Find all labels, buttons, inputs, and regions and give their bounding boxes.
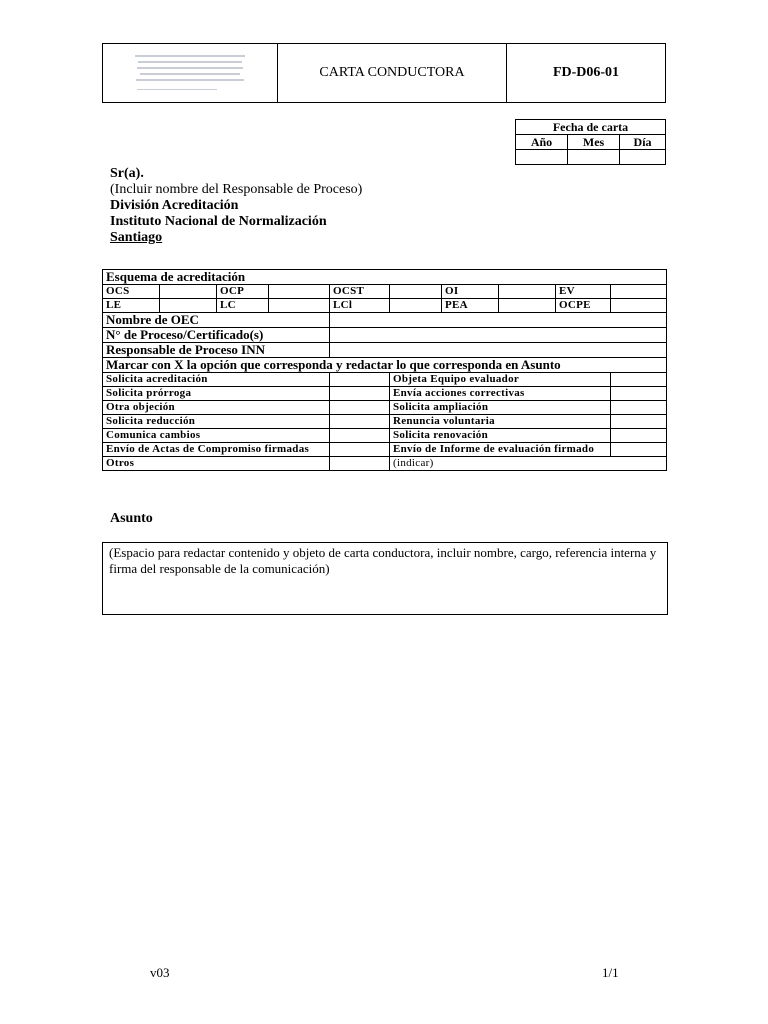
option-label: Envía acciones correctivas xyxy=(390,387,611,401)
date-month-label: Mes xyxy=(568,135,620,150)
scheme-checkbox[interactable] xyxy=(611,285,667,299)
process-number-field[interactable] xyxy=(330,328,667,343)
scheme-checkbox[interactable] xyxy=(390,285,442,299)
date-year-label: Año xyxy=(516,135,568,150)
scheme-label: OCPE xyxy=(556,299,611,313)
option-label: Comunica cambios xyxy=(103,429,330,443)
option-label: Envío de Actas de Compromiso firmadas xyxy=(103,443,330,457)
option-checkbox[interactable] xyxy=(330,373,390,387)
option-checkbox[interactable] xyxy=(330,415,390,429)
option-checkbox[interactable] xyxy=(611,429,667,443)
option-row xyxy=(103,401,667,415)
scheme-label: PEA xyxy=(442,299,499,313)
date-year-field[interactable] xyxy=(516,150,568,165)
scheme-checkbox[interactable] xyxy=(611,299,667,313)
scheme-checkbox[interactable] xyxy=(499,285,556,299)
date-month-field[interactable] xyxy=(568,150,620,165)
option-label: Otros xyxy=(103,457,330,471)
scheme-label: OCST xyxy=(330,285,390,299)
scheme-checkbox[interactable] xyxy=(499,299,556,313)
letter-date-table xyxy=(515,119,666,165)
scheme-checkbox[interactable] xyxy=(269,285,330,299)
option-checkbox[interactable] xyxy=(330,387,390,401)
scheme-label: OCS xyxy=(103,285,160,299)
option-label: Solicita ampliación xyxy=(390,401,611,415)
option-checkbox[interactable] xyxy=(611,373,667,387)
document-code: FD-D06-01 xyxy=(507,44,666,103)
date-table-title: Fecha de carta xyxy=(516,120,666,135)
option-checkbox[interactable] xyxy=(611,443,667,457)
version-label: v03 xyxy=(150,965,170,980)
scheme-checkbox[interactable] xyxy=(160,285,217,299)
mark-instruction: Marcar con X la opción que corresponda y redactar lo que corresponda en Asunto xyxy=(103,358,667,373)
recipient-city: Santiago xyxy=(110,230,163,245)
option-label: Solicita acreditación xyxy=(103,373,330,387)
option-label: Solicita renovación xyxy=(390,429,611,443)
document-title: CARTA CONDUCTORA xyxy=(278,44,507,103)
date-day-label: Día xyxy=(620,135,666,150)
scheme-row xyxy=(103,299,667,313)
process-owner-field[interactable] xyxy=(330,343,667,358)
option-checkbox[interactable] xyxy=(611,415,667,429)
salutation: Sr(a). xyxy=(110,166,144,181)
option-row xyxy=(103,443,667,457)
recipient-institute: Instituto Nacional de Normalización xyxy=(110,214,327,229)
option-row xyxy=(103,387,667,401)
logo-cell xyxy=(103,44,278,103)
option-row xyxy=(103,429,667,443)
process-number-label: N° de Proceso/Certificado(s) xyxy=(103,328,330,343)
option-label: Solicita reducción xyxy=(103,415,330,429)
subject-label: Asunto xyxy=(110,511,153,526)
subject-field[interactable]: (Espacio para redactar contenido y objeto de carta conductora, incluir nombre, cargo, referencia interna y firma del responsable de la comunicación) xyxy=(102,542,668,615)
option-label: Solicita prórroga xyxy=(103,387,330,401)
scheme-label: LE xyxy=(103,299,160,313)
scheme-title: Esquema de acreditación xyxy=(103,270,667,285)
option-checkbox[interactable] xyxy=(611,401,667,415)
option-row xyxy=(103,457,667,471)
option-label: Otra objeción xyxy=(103,401,330,415)
option-checkbox[interactable] xyxy=(330,429,390,443)
option-row xyxy=(103,373,667,387)
inn-logo xyxy=(135,51,245,95)
scheme-row xyxy=(103,285,667,299)
scheme-label: LCl xyxy=(330,299,390,313)
oec-name-label: Nombre de OEC xyxy=(103,313,330,328)
option-checkbox[interactable] xyxy=(330,443,390,457)
recipient-instruction: (Incluir nombre del Responsable de Proceso) xyxy=(110,182,363,197)
scheme-checkbox[interactable] xyxy=(390,299,442,313)
scheme-label: OCP xyxy=(217,285,269,299)
scheme-label: EV xyxy=(556,285,611,299)
option-checkbox[interactable] xyxy=(611,387,667,401)
option-label: Renuncia voluntaria xyxy=(390,415,611,429)
accreditation-form xyxy=(102,269,667,471)
page-number: 1/1 xyxy=(602,965,619,980)
option-label: Envío de Informe de evaluación firmado xyxy=(390,443,611,457)
scheme-checkbox[interactable] xyxy=(160,299,217,313)
process-owner-label: Responsable de Proceso INN xyxy=(103,343,330,358)
oec-name-field[interactable] xyxy=(330,313,667,328)
date-day-field[interactable] xyxy=(620,150,666,165)
scheme-label: OI xyxy=(442,285,499,299)
other-specify-field[interactable]: (indicar) xyxy=(390,457,667,471)
recipient-block xyxy=(110,166,362,246)
scheme-checkbox[interactable] xyxy=(269,299,330,313)
option-label: Objeta Equipo evaluador xyxy=(390,373,611,387)
scheme-label: LC xyxy=(217,299,269,313)
option-checkbox[interactable] xyxy=(330,457,390,471)
option-checkbox[interactable] xyxy=(330,401,390,415)
document-header xyxy=(102,43,666,103)
option-row xyxy=(103,415,667,429)
recipient-division: División Acreditación xyxy=(110,198,239,213)
